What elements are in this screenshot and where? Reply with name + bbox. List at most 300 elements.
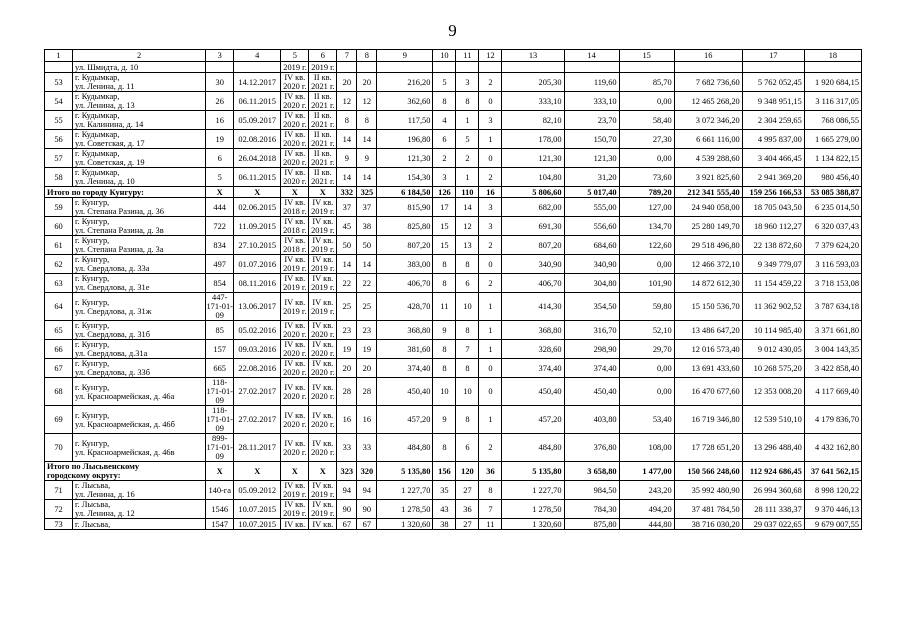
cell-c10: 43: [433, 500, 456, 519]
cell-c10: 9: [433, 406, 456, 434]
cell-address-line: г. Кунгур,: [75, 321, 110, 330]
cell-permit-number-line: 09: [215, 452, 224, 461]
cell-c17: 28 111 338,37: [742, 500, 804, 519]
cell-c5-line: 2020 г.: [283, 419, 307, 429]
total-row: [45, 187, 862, 198]
cell-c6-line: 2021 г.: [311, 158, 335, 167]
cell-c18: 980 456,40: [804, 168, 861, 187]
cell-c14: 31,20: [564, 168, 619, 187]
cell-c13: 1 227,70: [502, 481, 564, 500]
cell-address-line: ул. Советская, д. 17: [75, 139, 145, 148]
cell-c15: 29,70: [619, 340, 674, 359]
cell-permit-number: 665: [206, 359, 234, 378]
cell-c14: 354,50: [564, 293, 619, 321]
cell-c6: [309, 168, 337, 187]
cell-c6-line: IV кв.: [312, 321, 334, 330]
cell-c13: 1 278,50: [502, 500, 564, 519]
cell-address: [73, 321, 206, 340]
cell-row-number: 60: [45, 217, 73, 236]
cell-permit-number: 854: [206, 274, 234, 293]
cell-c7: 33: [337, 434, 357, 462]
cell-permit-number: 16: [206, 111, 234, 130]
cell-c5-line: IV кв.: [284, 149, 306, 158]
cell-c10: 17: [433, 198, 456, 217]
cell-c18: 4 432 162,80: [804, 434, 861, 462]
cell-address-line: ул. Красноармейская, д. 46а: [75, 391, 175, 401]
cell-date: 01.07.2016: [234, 255, 281, 274]
cell-address-line: ул. Степана Разина, д. 36: [75, 207, 164, 216]
cell-c11: 5: [456, 130, 479, 149]
cell-c5: [281, 481, 309, 500]
cell-c10: 38: [433, 519, 456, 530]
cell-c15: 27,30: [619, 130, 674, 149]
table-row: [45, 519, 862, 530]
column-number-13: 13: [502, 50, 564, 62]
cell-address: [73, 149, 206, 168]
cell-permit-number: 140-га: [206, 481, 234, 500]
cell-c6: IV кв.: [309, 519, 337, 530]
cell-c18: 8 998 120,22: [804, 481, 861, 500]
column-number-5: 5: [281, 50, 309, 62]
cell-c13: 121,30: [502, 149, 564, 168]
cell-c13: 205,30: [502, 73, 564, 92]
cell-c9: 406,70: [377, 274, 433, 293]
cell-c5-line: 2020 г.: [283, 330, 307, 339]
cell-c11: 10: [456, 293, 479, 321]
cell-c6: [309, 378, 337, 406]
cell-address-line: г. Кунгур,: [75, 359, 110, 368]
table-row: [45, 340, 862, 359]
cell-c11: 8: [456, 92, 479, 111]
cell-date: 27.02.2017: [234, 406, 281, 434]
cell-row-number: 61: [45, 236, 73, 255]
total-c12: 36: [479, 462, 502, 481]
cell-row-number: 71: [45, 481, 73, 500]
total-c3: X: [206, 187, 234, 198]
cell-c14: 119,60: [564, 73, 619, 92]
cell-address-line: г. Кунгур,: [75, 382, 110, 392]
cell-c13: 691,30: [502, 217, 564, 236]
cell-row-number: 58: [45, 168, 73, 187]
table-row: [45, 293, 862, 321]
cell-c17: 2 941 369,20: [742, 168, 804, 187]
total-c6: X: [309, 187, 337, 198]
cell-c10: 11: [433, 293, 456, 321]
cell-c15: 0,00: [619, 92, 674, 111]
cell-row-number: 67: [45, 359, 73, 378]
cell-c11: 7: [456, 340, 479, 359]
cell-c9: 457,20: [377, 406, 433, 434]
cell-c11: 27: [456, 481, 479, 500]
total-c16: 212 341 555,40: [674, 187, 742, 198]
cell-row-number: 59: [45, 198, 73, 217]
total-c15: 789,20: [619, 187, 674, 198]
cell-date: 02.08.2016: [234, 130, 281, 149]
total-c14: 3 658,80: [564, 462, 619, 481]
cell-address-line: ул. Красноармейская, д. 46б: [75, 419, 175, 429]
cell-c18: 6 235 014,50: [804, 198, 861, 217]
cell-c7: 28: [337, 378, 357, 406]
cell-c6: [309, 236, 337, 255]
cell-c13: 807,20: [502, 236, 564, 255]
cell-c5-line: 2020 г.: [283, 349, 307, 358]
total-c11: 110: [456, 187, 479, 198]
cell-c13: 340,90: [502, 255, 564, 274]
cell-c12: 3: [479, 111, 502, 130]
cell-address-line: ул. Красноармейская, д. 46в: [75, 447, 175, 457]
cell-c15: 127,00: [619, 198, 674, 217]
cell-address-line: ул. Свердлова, д. 33а: [75, 264, 150, 273]
cell-c6-line: II кв.: [313, 92, 332, 101]
cell-c17: 9 349 779,07: [742, 255, 804, 274]
cell-date: 06.11.2015: [234, 168, 281, 187]
cell-c5-line: IV кв.: [284, 410, 306, 420]
cell-c5-line: IV кв.: [284, 130, 306, 139]
cell-c11: 14: [456, 198, 479, 217]
cell-c13: 178,00: [502, 130, 564, 149]
column-number-1: 1: [45, 50, 73, 62]
total-c10: 156: [433, 462, 456, 481]
cell-c14: 316,70: [564, 321, 619, 340]
cell-c18: 3 787 634,18: [804, 293, 861, 321]
cell-c5-line: 2020 г.: [283, 101, 307, 110]
total-c9: 5 135,80: [377, 462, 433, 481]
cell-c9: 428,70: [377, 293, 433, 321]
cell-c15: 101,90: [619, 274, 674, 293]
cell-c11: 8: [456, 406, 479, 434]
cell-date: 06.11.2015: [234, 92, 281, 111]
cell-date: 26.04.2018: [234, 149, 281, 168]
cell-c16: 25 280 149,70: [674, 217, 742, 236]
cell-c12: 3: [479, 217, 502, 236]
cell-c7: 20: [337, 359, 357, 378]
cell-c16: 16 470 677,60: [674, 378, 742, 406]
cell-c18: 9 370 446,13: [804, 500, 861, 519]
cell-address: [73, 73, 206, 92]
cell-c6: [309, 359, 337, 378]
cell-c14: 450,40: [564, 378, 619, 406]
cell-c8: 14: [357, 255, 377, 274]
cell-c6-line: IV кв.: [312, 382, 334, 392]
cell-c12: 0: [479, 359, 502, 378]
cell-permit-number: 157: [206, 340, 234, 359]
cell-permit-number-line: 171-01-: [206, 387, 233, 396]
cell-c6: [309, 321, 337, 340]
cell-c5-line: 2018 г.: [283, 245, 307, 254]
cell-c8: 37: [357, 198, 377, 217]
cell-c6: [309, 217, 337, 236]
cell-address: [73, 434, 206, 462]
cell-c9: 1 227,70: [377, 481, 433, 500]
cell-address: [73, 255, 206, 274]
cell-c15: 243,20: [619, 481, 674, 500]
cell-c14: 340,90: [564, 255, 619, 274]
cell-c14: 304,80: [564, 274, 619, 293]
cell-c6-line: 2021 г.: [311, 139, 335, 148]
table-row: [45, 111, 862, 130]
cell-address-line: ул. Свердлова, д. 31е: [75, 283, 150, 292]
cell-c17: 10 268 575,20: [742, 359, 804, 378]
cell-c8: 25: [357, 293, 377, 321]
cell-permit-number: 30: [206, 73, 234, 92]
table-body: [45, 50, 862, 530]
table-row: [45, 321, 862, 340]
cell-date: 02.06.2015: [234, 198, 281, 217]
cell-c17: 18 705 043,50: [742, 198, 804, 217]
cell-c17: 2 304 259,65: [742, 111, 804, 130]
cell-c12: 11: [479, 519, 502, 530]
cell-c11: 1: [456, 168, 479, 187]
table-row: [45, 168, 862, 187]
cell-address-line: ул. Ленина, д. 13: [75, 101, 135, 110]
cell-c16: 12 016 573,40: [674, 340, 742, 359]
cell-c14: 556,60: [564, 217, 619, 236]
cell-permit-number: [206, 406, 234, 434]
cell-c10: 35: [433, 481, 456, 500]
cell-c15: 73,60: [619, 168, 674, 187]
cell-c10: 15: [433, 236, 456, 255]
cell-c5: [281, 198, 309, 217]
cell-c7: 14: [337, 168, 357, 187]
cell-address-line: ул. Ленина, д. 16: [75, 490, 135, 499]
cell-c16: 13 486 647,20: [674, 321, 742, 340]
table-row: [45, 236, 862, 255]
cell-c6-line: 2020 г.: [311, 330, 335, 339]
cell-c7: 12: [337, 92, 357, 111]
cell-c6-line: 2020 г.: [311, 419, 335, 429]
cell-c5: 2019 г.: [281, 62, 309, 73]
table-row: [45, 359, 862, 378]
cell-date: 05.09.2012: [234, 481, 281, 500]
cell-c14: 784,30: [564, 500, 619, 519]
total-c6: X: [309, 462, 337, 481]
cell-address-line: ул. Ленина, д. 12: [75, 509, 135, 518]
total-c16: 150 566 248,60: [674, 462, 742, 481]
cell-c5-line: IV кв.: [284, 198, 306, 207]
cell-row-number: 62: [45, 255, 73, 274]
cell-c10: 2: [433, 149, 456, 168]
cell-c9: 807,20: [377, 236, 433, 255]
cell-c5: [281, 378, 309, 406]
cell-c5: [281, 168, 309, 187]
cell-row-number: 54: [45, 92, 73, 111]
cell-c9: 450,40: [377, 378, 433, 406]
total-c13: 5 135,80: [502, 462, 564, 481]
cell-c9: 825,80: [377, 217, 433, 236]
cell-c6: [309, 73, 337, 92]
cell-c15: 59,80: [619, 293, 674, 321]
cell-c5-line: 2020 г.: [283, 158, 307, 167]
cell-c18: 4 117 669,40: [804, 378, 861, 406]
cell-c9: 154,30: [377, 168, 433, 187]
cell-c7: 22: [337, 274, 357, 293]
cell-c5-line: 2020 г.: [283, 82, 307, 91]
cell-c7: 45: [337, 217, 357, 236]
cell-c6: [309, 130, 337, 149]
cell-address: [73, 274, 206, 293]
cell-c13: 406,70: [502, 274, 564, 293]
cell-c11: 13: [456, 236, 479, 255]
cell-c8: 14: [357, 130, 377, 149]
cell-c11: 10: [456, 378, 479, 406]
total-c11: 120: [456, 462, 479, 481]
cell-address-line: г. Кунгур,: [75, 236, 110, 245]
cell-c9: 374,40: [377, 359, 433, 378]
cell-c8: 8: [357, 111, 377, 130]
cell-c18: 3 004 143,35: [804, 340, 861, 359]
cell-c11: 3: [456, 73, 479, 92]
cell-c18: 7 379 624,20: [804, 236, 861, 255]
cell-c15: 52,10: [619, 321, 674, 340]
cell-permit-number-line: 09: [215, 396, 224, 405]
cell-address-line: ул. Советская, д. 19: [75, 158, 145, 167]
total-c4: X: [234, 462, 281, 481]
cell-c6-line: II кв.: [313, 149, 332, 158]
cell-c6: [309, 255, 337, 274]
cell-date: 08.11.2016: [234, 274, 281, 293]
cell-c7: 23: [337, 321, 357, 340]
cell-c6: [309, 293, 337, 321]
cell-c14: 333,10: [564, 92, 619, 111]
data-table: [44, 49, 862, 530]
cell-c6-line: 2020 г.: [311, 391, 335, 401]
total-label-line: городскому округу:: [47, 471, 121, 480]
cell-c7: 20: [337, 73, 357, 92]
cell-c6-line: IV кв.: [312, 438, 334, 448]
column-number-6: 6: [309, 50, 337, 62]
cell-c13: 414,30: [502, 293, 564, 321]
cell-row-number: 66: [45, 340, 73, 359]
cell-c18: 1 134 822,15: [804, 149, 861, 168]
cell-c17: 12 353 008,20: [742, 378, 804, 406]
column-number-3: 3: [206, 50, 234, 62]
cell-c6: [309, 149, 337, 168]
cell-c6-line: II кв.: [313, 73, 332, 82]
cell-c7: 9: [337, 149, 357, 168]
cell-c10: 10: [433, 378, 456, 406]
cell-row-number: 64: [45, 293, 73, 321]
cell-c8: 20: [357, 73, 377, 92]
cell-c13: 374,40: [502, 359, 564, 378]
cell-c8: 19: [357, 340, 377, 359]
cell-c10: 8: [433, 434, 456, 462]
cell-c14: 121,30: [564, 149, 619, 168]
column-number-16: 16: [674, 50, 742, 62]
cell-c7: 94: [337, 481, 357, 500]
cell-c16: 14 872 612,30: [674, 274, 742, 293]
table-row: [45, 481, 862, 500]
cell-c10: 8: [433, 274, 456, 293]
cell-address: [73, 198, 206, 217]
cell-c7: 50: [337, 236, 357, 255]
total-c17: 112 924 686,45: [742, 462, 804, 481]
cell-c6-line: 2021 г.: [311, 177, 335, 186]
cell-c10: 15: [433, 217, 456, 236]
cell-c7: 14: [337, 130, 357, 149]
cell-c14: 684,60: [564, 236, 619, 255]
cell-c8: 14: [357, 168, 377, 187]
cell-c15: 122,60: [619, 236, 674, 255]
cell-c6-line: 2020 г.: [311, 368, 335, 377]
cell-address-line: ул. Ленина, д. 11: [75, 82, 135, 91]
cell-row-number: 53: [45, 73, 73, 92]
total-row: [45, 462, 862, 481]
cell-c5-line: 2020 г.: [283, 368, 307, 377]
cell-c12: 2: [479, 434, 502, 462]
cell-c17: 3 404 466,45: [742, 149, 804, 168]
cell-c13: 484,80: [502, 434, 564, 462]
cell-c5: [281, 217, 309, 236]
cell-permit-number-line: 171-01-: [206, 443, 233, 452]
cell-c4: [234, 62, 281, 73]
cell-c5-line: 2019 г.: [283, 490, 307, 499]
cell-c12: 1: [479, 406, 502, 434]
cell-c5-line: 2019 г.: [283, 283, 307, 292]
cell-c12: 2: [479, 274, 502, 293]
cell-c5: [281, 149, 309, 168]
cell-c9: 1 320,60: [377, 519, 433, 530]
cell-permit-number: 722: [206, 217, 234, 236]
cell-c17: 4 995 837,00: [742, 130, 804, 149]
cell-c5-line: IV кв.: [284, 168, 306, 177]
column-number-14: 14: [564, 50, 619, 62]
cell-address-line: г. Кудымкар,: [75, 92, 120, 101]
table-row: [45, 149, 862, 168]
cell-c11: 8: [456, 359, 479, 378]
cell-date: 27.10.2015: [234, 236, 281, 255]
cell-date: 13.06.2017: [234, 293, 281, 321]
cell-c5: [281, 111, 309, 130]
cell-c14: 23,70: [564, 111, 619, 130]
cell-address: [73, 406, 206, 434]
cell-c5: [281, 274, 309, 293]
cell-c5: [281, 92, 309, 111]
cell-address-line: г. Кунгур,: [75, 340, 110, 349]
cell-c13: 457,20: [502, 406, 564, 434]
cell-c6: [309, 434, 337, 462]
cell-row-number: 63: [45, 274, 73, 293]
cell-address: [73, 481, 206, 500]
column-number-10: 10: [433, 50, 456, 62]
table-row: [45, 92, 862, 111]
cell-permit-number-line: 447-: [212, 293, 228, 302]
cell-permit-number: 19: [206, 130, 234, 149]
cell-c17: 12 539 510,10: [742, 406, 804, 434]
cell-c11: 2: [456, 149, 479, 168]
cell-c12: 0: [479, 255, 502, 274]
cell-c16: 29 518 496,80: [674, 236, 742, 255]
total-label-line: Итого по Лысьвенскому: [47, 462, 140, 471]
cell-address-line: г. Кудымкар,: [75, 73, 120, 82]
cell-c6: [309, 340, 337, 359]
cell-c5-line: 2018 г.: [283, 207, 307, 216]
cell-address-line: г. Кунгур,: [75, 255, 110, 264]
cell-c6-line: IV кв.: [312, 410, 334, 420]
cell-c8: 33: [357, 434, 377, 462]
cell-c8: 16: [357, 406, 377, 434]
cell-c5-line: 2019 г.: [283, 306, 307, 316]
cell-date: 10.07.2015: [234, 519, 281, 530]
cell-c17: 26 994 360,68: [742, 481, 804, 500]
cell-address-line: г. Кудымкар,: [75, 168, 120, 177]
cell-c5-line: 2019 г.: [283, 509, 307, 518]
cell-c6-line: 2019 г.: [311, 226, 335, 235]
cell-c6-line: 2019 г.: [311, 306, 335, 316]
cell-c12: 2: [479, 168, 502, 187]
cell-c15: 53,40: [619, 406, 674, 434]
total-c4: X: [234, 187, 281, 198]
cell-c17: 11 362 902,52: [742, 293, 804, 321]
